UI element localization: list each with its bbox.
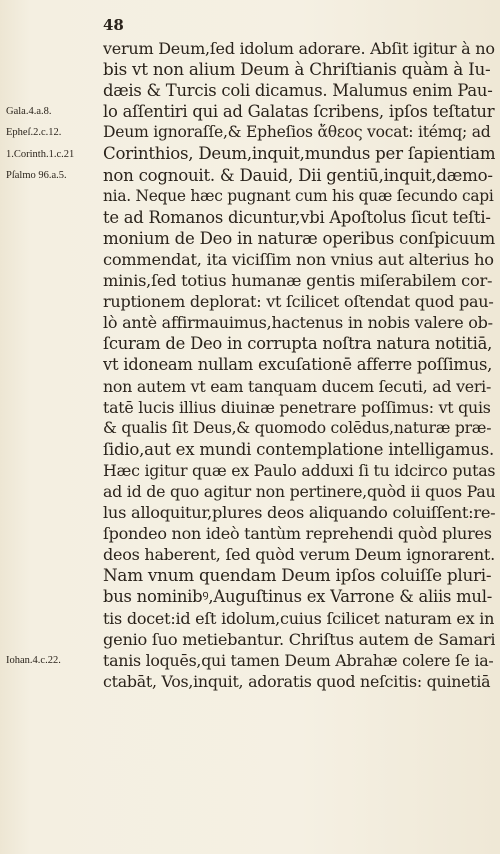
text-line: Nam vnum quendam Deum ipſos coluiſſe pluri- [103,565,492,586]
text-line: dæis & Turcis coli dicamus. Malumus enim Pau- [103,81,493,101]
text-line: ad id de quo agitur non pertinere,quòd ii quos Pau [103,481,495,501]
text-line: ſpondeo non ideò tantùm reprehendi quòd plures [103,524,492,544]
text-line: non autem vt eam tanquam ducem ſecuti, ad veri- [103,376,492,396]
margin-note: 1.Corinth.1.c.21 [6,148,75,160]
text-line: ruptionem deplorat: vt ſcilicet oſtendat quod pau- [103,292,494,312]
text-line: commendat, ita viciſſim non vnius aut alterius ho [103,249,494,269]
text-line: Corinthios, Deum,inquit,mundus per ſapientiam [103,144,495,164]
text-line: tis docet:id eſt idolum,cuius ſcilicet naturam ex in [103,608,495,628]
page-number: 48 [103,16,124,34]
text-line: te ad Romanos dicuntur,vbi Apoſtolus ſicut teſti- [103,207,491,227]
text-line: & qualis ſit Deus,& quomodo colēdus,naturæ præ- [103,418,492,437]
text-line: deos haberent, ſed quòd verum Deum ignorarent. [103,545,495,565]
text-line: monium de Deo in naturæ operibus conſpicuum [103,228,495,248]
text-line: lus alloquitur,plures deos aliquando coluiſſent:re- [103,503,495,523]
text-line: tatē lucis illius diuinæ penetrare poſſimus: vt quis [103,397,491,417]
text-line: tanis loquēs,qui tamen Deum Abrahæ colere ſe ia- [103,650,494,670]
text-line: minis,ſed totius humanæ gentis miſerabilem cor- [103,271,493,291]
text-line: non cognouit. & Dauid, Dii gentiū,inquit,dæmo- [103,165,493,185]
margin-note: Pſalmo 96.a.5. [6,169,67,181]
text-line: lò antè affirmauimus,hactenus in nobis valere ob- [103,313,493,333]
text-line: nia. Neque hæc pugnant cum his quæ ſecundo capi [103,186,494,205]
text-line: ſidio,aut ex mundi contemplatione intelligamus. [103,439,495,459]
text-line: bus nominibꝰ,Auguſtinus ex Varrone & aliis mul- [103,587,493,607]
text-line: bis vt non alium Deum à Chriſtianis quàm à Iu- [103,59,491,80]
text-line: Deum ignoraſſe,& Epheſios ἄθεος vocat: itémq; ad [103,123,491,142]
text-line: vt idoneam nullam excuſationē afferre poſſimus, [103,355,493,375]
body-text [103,38,495,692]
text-line: genio ſuo metiebantur. Chriſtus autem de Samari [103,629,495,649]
text-line: lo aſſentiri qui ad Galatas ſcribens, ipſos teſtatur [103,102,495,122]
margin-note: Epheſ.2.c.12. [6,127,62,139]
text-line: Hæc igitur quæ ex Paulo adduxi ſi tu idcirco putas [103,460,495,480]
text-line: ſcuram de Deo in corrupta noſtra natura notitiā, [103,334,493,354]
text-line: verum Deum,ſed idolum adorare. Abſit igitur à no [103,39,495,58]
margin-note: Iohan.4.c.22. [6,654,61,666]
margin-note: Gala.4.a.8. [6,106,52,118]
text-line: ctabāt, Vos,inquit, adoratis quod neſcitis: quinetiā [103,671,491,691]
